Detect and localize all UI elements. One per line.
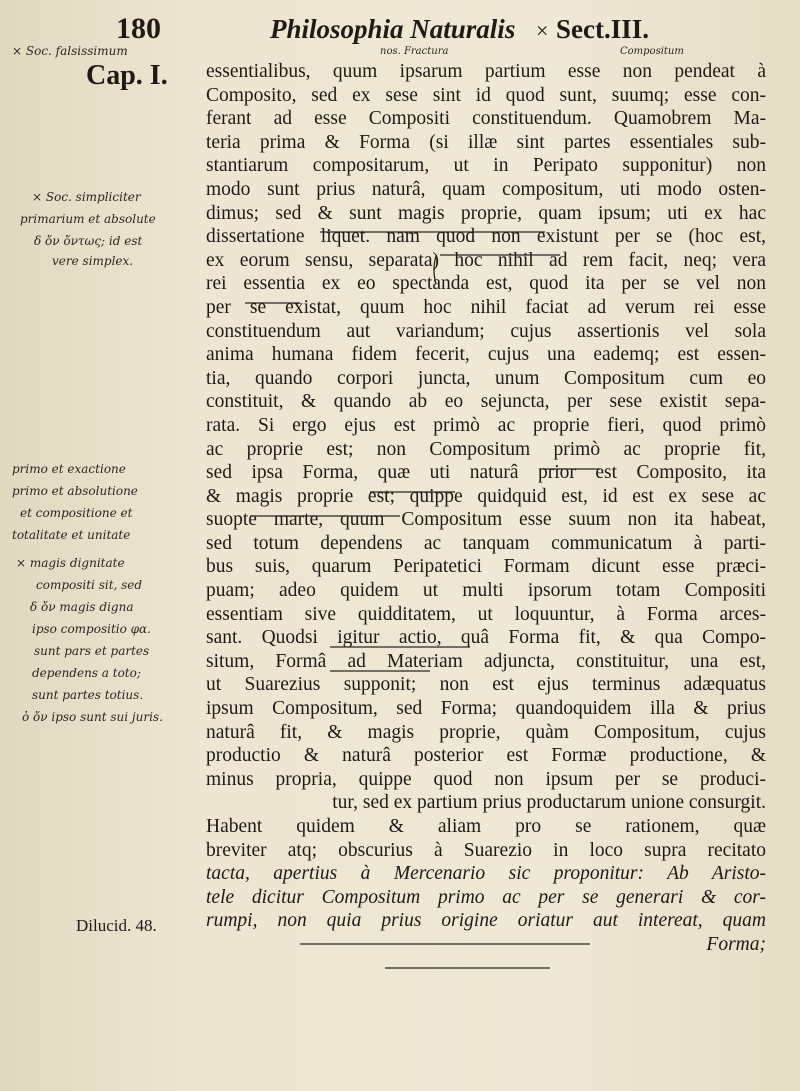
body-line: teria prima & Forma (si illæ sint partes essentiales sub- [206, 131, 766, 153]
body-line: tia, quando corpori juncta, unum Compositum cum eo [206, 367, 766, 389]
body-line: ipsum Compositum, sed Forma; quandoquidem illa & prius [206, 698, 766, 720]
margin-note: × magis dignitate [16, 556, 125, 570]
body-line: tele dicitur Compositum primo ac per se generari & cor- [206, 886, 766, 908]
body-line: dissertatione liquet. nam quod non existunt per se (hoc est, [206, 226, 766, 248]
margin-note: ipso compositio φα. [32, 622, 151, 636]
body-line: per se existat, quum hoc nihil faciat ad verum rei esse [206, 296, 766, 318]
side-reference: Dilucid. 48. [76, 916, 157, 935]
chapter-label: Cap. I. [86, 60, 168, 91]
margin-note: Compositum [620, 46, 684, 57]
margin-note: ὁ ὄν ipso sunt sui juris. [22, 710, 163, 724]
body-line: Forma; [706, 933, 766, 955]
body-line: modo sunt prius naturâ, quam compositum, uti modo osten- [206, 178, 766, 200]
running-title: Philosophia Naturalis [270, 14, 516, 44]
margin-note: compositi sit, sed [36, 578, 143, 592]
body-text [206, 60, 766, 957]
margin-note: primo et absolutione [12, 484, 138, 498]
margin-note: totalitate et unitate [12, 528, 131, 542]
body-line: ut Suarezius supponit; non est ejus terminus adæquatus [206, 674, 766, 696]
body-line: tur, sed ex partium prius productarum unione consurgit. [332, 792, 766, 814]
body-line: tacta, apertius à Mercenario sic proponitur: Ab Aristo- [206, 863, 766, 885]
body-line: situm, Formâ ad Materiam adjuncta, constituitur, una est, [206, 650, 766, 672]
body-line: & magis proprie est; quippe quidquid est, id est ex sese ac [206, 485, 766, 507]
body-line: sed ipsa Forma, quæ uti naturâ prior est Composito, ita [206, 462, 766, 484]
margin-note: nos. Fractura [380, 46, 449, 57]
body-line: essentiam sive quidditatem, ut loquuntur, à Forma arces- [206, 603, 766, 625]
body-line: ex eorum sensu, separata) hoc nihil ad rem facit, neq; vera [206, 249, 766, 271]
section-label: Sect.III. [556, 14, 649, 44]
page-number: 180 [116, 12, 161, 45]
body-line: essentialibus, quum ipsarum partium esse non pendeat à [206, 61, 766, 82]
margin-note: primarium et absolute [20, 212, 156, 226]
margin-note: et compositione et [20, 506, 133, 520]
margin-note: δ ὄν ὄντως; id est [34, 234, 143, 248]
margin-note: δ ὄν magis digna [30, 600, 134, 614]
margin-note: × Soc. falsissimum [12, 44, 128, 58]
body-line: bus suis, quarum Peripatetici Formam dicunt esse præci- [206, 556, 766, 578]
margin-note: dependens a toto; [32, 666, 141, 680]
body-line: suopte marte, quum Compositum esse suum non ita habeat, [206, 509, 766, 531]
body-line: productio & naturâ posterior est Formæ productione, & [206, 745, 766, 767]
body-line: sed totum dependens ac tanquam communicatum à parti- [206, 532, 766, 554]
body-line: ferant ad esse Compositi constituendum. Quamobrem Ma- [206, 108, 766, 130]
body-line: dimus; sed & sunt magis proprie, quam ipsum; uti ex hac [206, 202, 766, 224]
body-line: ac proprie est; non Compositum primò ac proprie fit, [206, 438, 766, 460]
body-line: sant. Quodsi igitur actio, quâ Forma fit, & qua Compo- [206, 627, 766, 649]
body-line: constituit, & quando ab eo sejuncta, per sese existit sepa- [206, 391, 766, 413]
body-line: Habent quidem & aliam pro se rationem, quæ [206, 816, 766, 837]
body-line: rumpi, non quia prius origine oriatur aut intereat, quam [206, 910, 766, 932]
body-line: breviter atq; obscurius à Suarezio in loco supra recitato [206, 839, 766, 861]
body-line: Composito, sed ex sese sint id quod sunt, suumq; esse con- [206, 84, 766, 106]
margin-note: sunt partes totius. [32, 688, 144, 702]
body-line: minus propria, quippe quod non ipsum per se produci- [206, 768, 766, 790]
margin-note: vere simplex. [52, 254, 134, 268]
header-cross-mark: × [536, 18, 549, 43]
body-line: naturâ fit, & magis proprie, quàm Compositum, cujus [206, 721, 766, 743]
body-line: anima humana fidem fecerit, cujus una eademq; est essen- [206, 344, 766, 366]
margin-note: primo et exactione [12, 462, 126, 476]
margin-note: sunt pars et partes [34, 644, 150, 658]
body-line: rata. Si ergo ejus est primò ac proprie fieri, quod primò [206, 414, 766, 436]
body-line: stantiarum compositarum, ut in Peripato supponitur) non [206, 155, 766, 177]
body-line: rei essentia ex eo spectanda est, quod ita per se vel non [206, 273, 766, 295]
body-line: puam; adeo quidem ut multi ipsorum totam Compositi [206, 580, 766, 602]
margin-note: × Soc. simpliciter [32, 190, 141, 204]
body-line: constituendum aut variandum; cujus assertionis vel sola [206, 320, 766, 342]
